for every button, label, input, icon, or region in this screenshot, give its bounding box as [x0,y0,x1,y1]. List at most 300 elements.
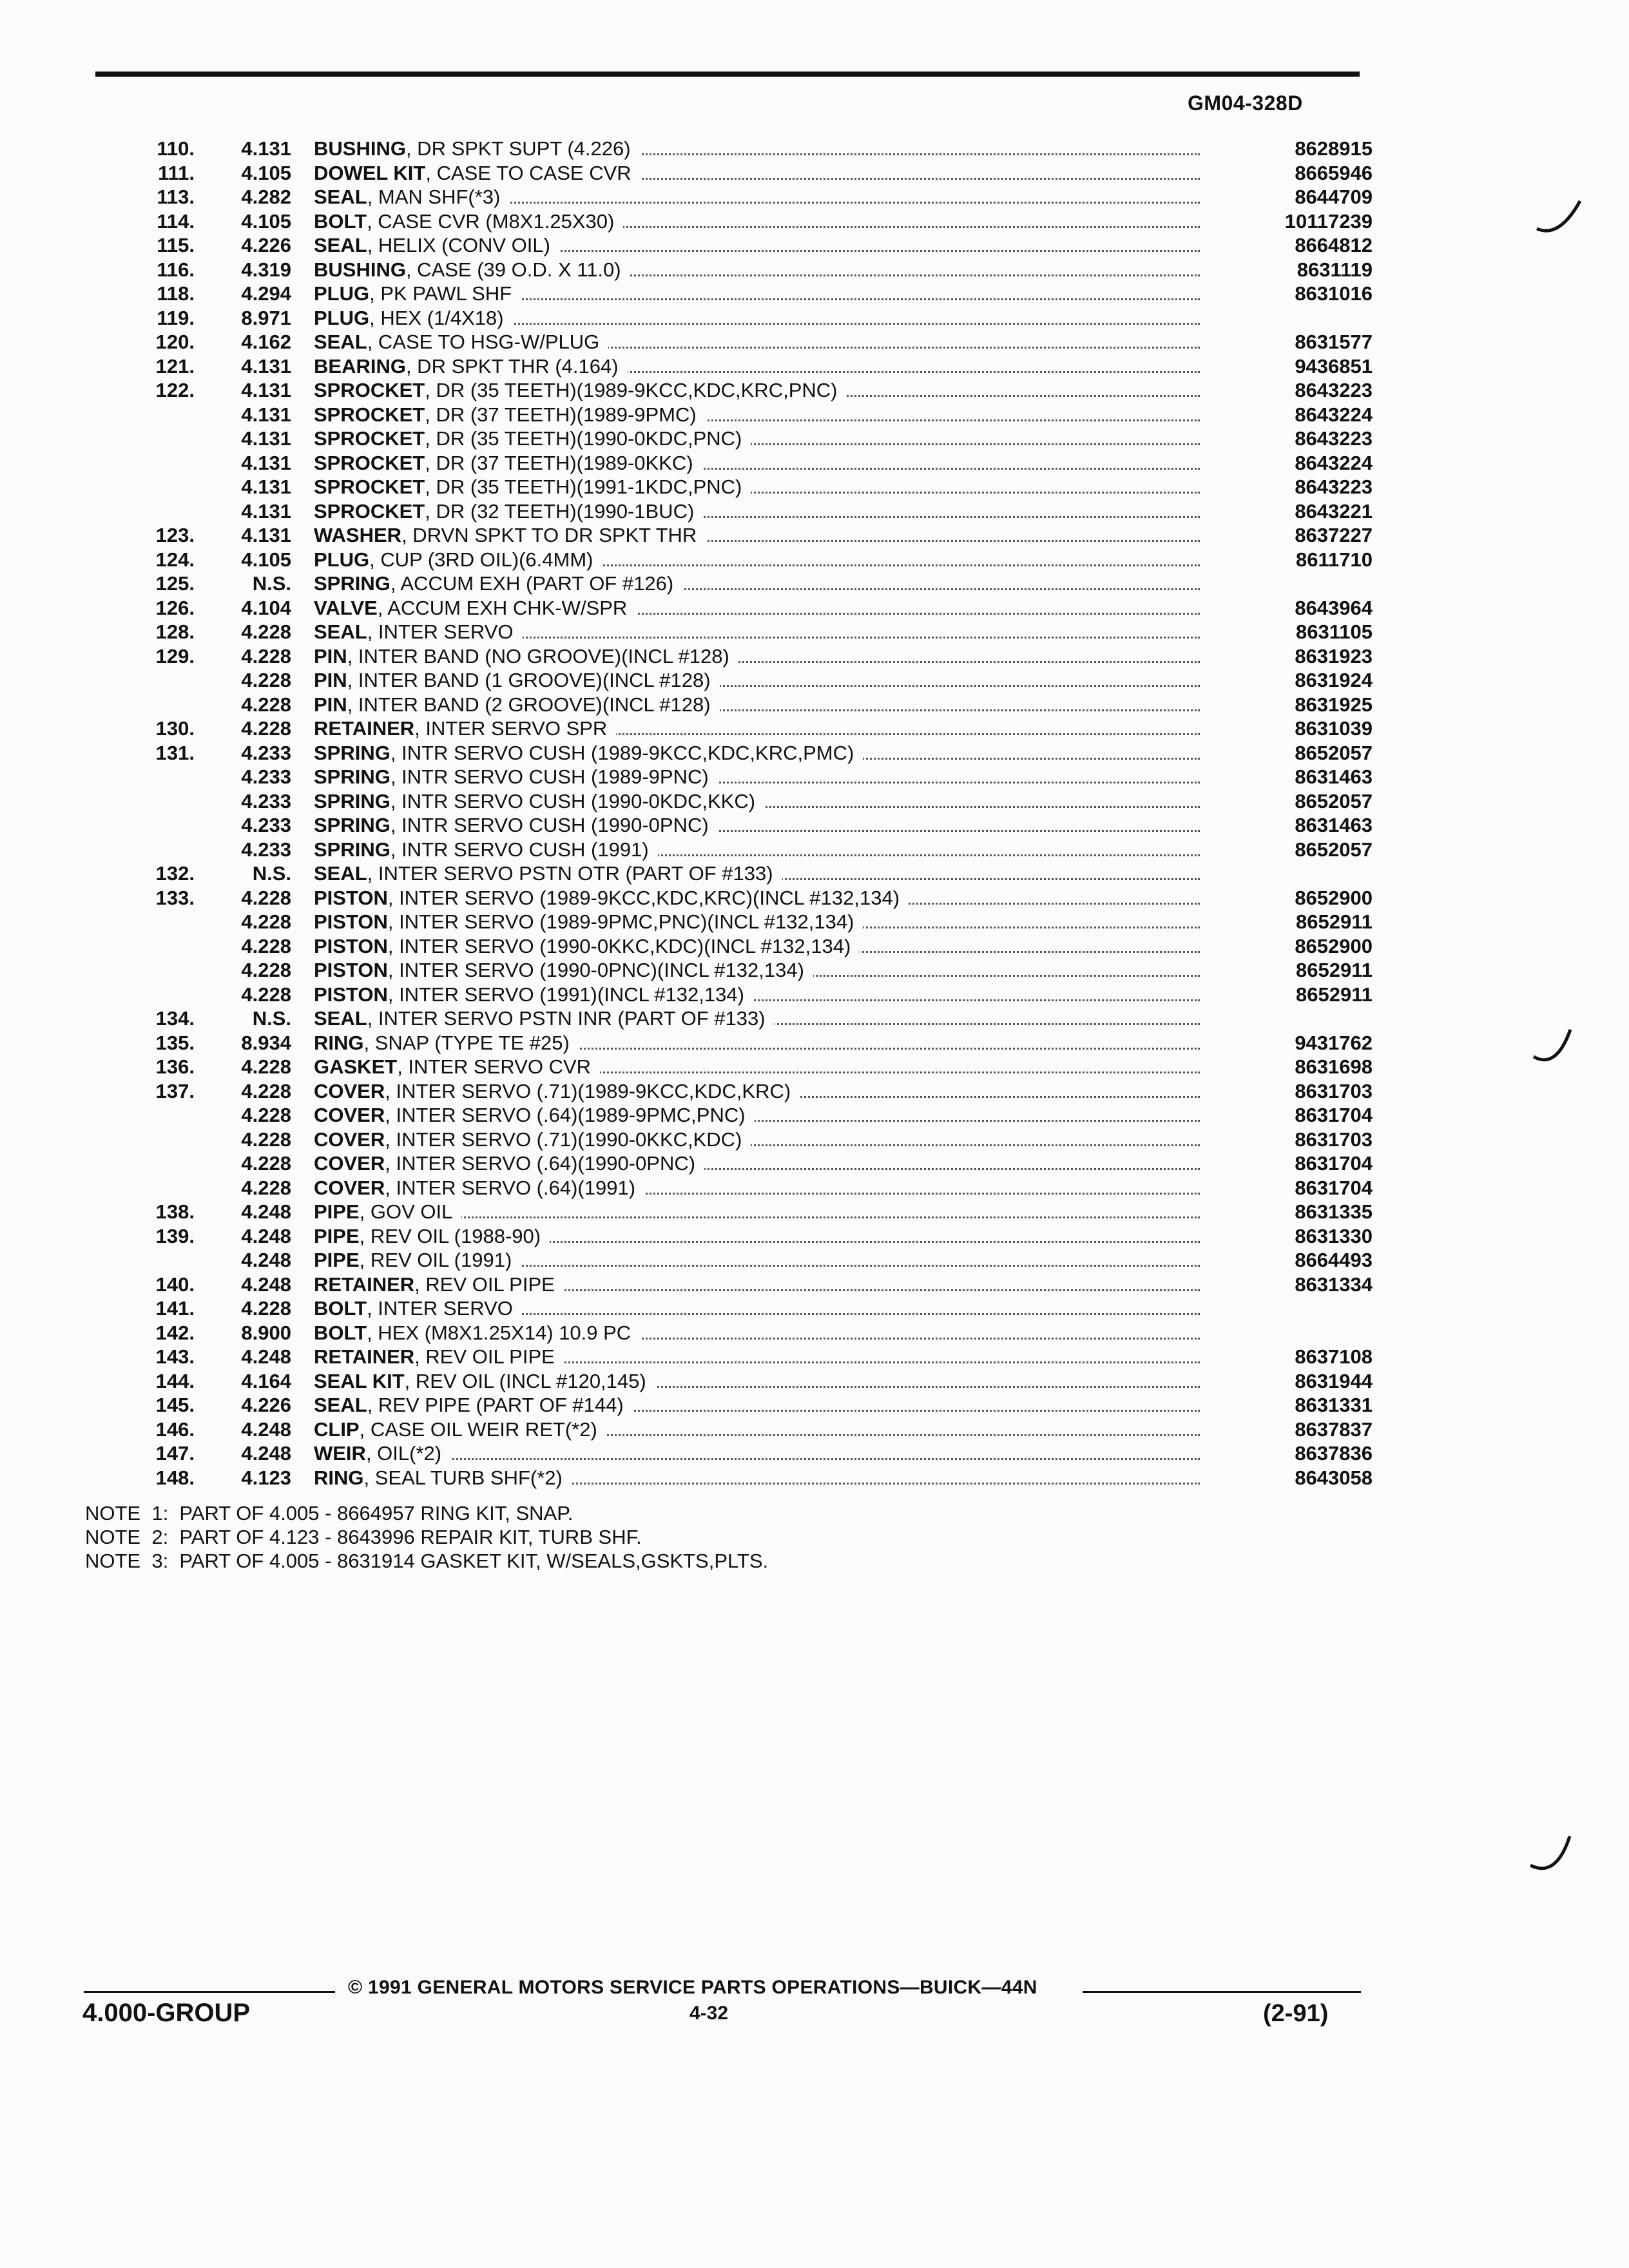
part-name: PIPE [314,1249,360,1271]
part-detail: , REV OIL (1988-90) [359,1224,541,1247]
part-detail: , DR (37 TEETH)(1989-0KKC) [425,451,693,474]
part-name: DOWEL KIT [314,161,426,184]
table-row [122,378,1373,403]
group-number: 4.233 [241,765,291,788]
part-detail: , CASE OIL WEIR RET(*2) [359,1418,597,1441]
part-description [314,813,1205,838]
table-row [122,403,1373,427]
part-number: 8631463 [1295,765,1373,788]
item-number: 129. [155,644,195,668]
part-description [314,330,1205,354]
part-description [314,161,1205,186]
group-number: 4.233 [241,741,291,764]
table-row [122,596,1373,620]
part-detail: , REV OIL (1991) [359,1249,512,1271]
part-name: SPROCKET [314,476,425,498]
part-description [314,427,1205,451]
part-description [314,1200,1205,1224]
part-number: 8631334 [1295,1273,1373,1296]
part-number: 8631039 [1295,717,1373,740]
part-number: 8652057 [1295,789,1373,812]
item-number: 116. [157,258,195,281]
part-detail: , INTER SERVO (1991)(INCL #132,134) [387,983,744,1006]
group-number: 4.104 [241,596,291,619]
group-number: 4.105 [241,548,291,571]
part-name: CLIP [314,1418,360,1441]
group-number: 4.233 [241,814,291,836]
part-name: PIPE [314,1224,360,1247]
part-description [314,258,1205,282]
item-number: 148. [155,1466,195,1489]
part-description [314,1176,1205,1200]
group-number: 4.226 [241,1394,291,1416]
part-description [314,1321,1205,1345]
part-name: SPROCKET [314,451,425,474]
part-detail: , DR (35 TEETH)(1989-9KCC,KDC,KRC,PNC) [425,379,838,401]
part-number: 8652911 [1296,959,1373,981]
part-detail: , SNAP (TYPE TE #25) [363,1031,570,1054]
part-name: PLUG [314,282,370,305]
part-detail: , INTR SERVO CUSH (1990-0KDC,KKC) [390,789,756,812]
part-number: 8631925 [1295,693,1373,716]
table-row [122,451,1373,476]
part-name: PIN [314,693,347,716]
part-number: 8637837 [1295,1418,1373,1441]
table-row [122,185,1373,209]
part-description [314,1369,1205,1394]
part-detail: , INTER SERVO [367,1297,513,1320]
item-number: 140. [155,1273,195,1296]
part-description [314,499,1205,524]
part-detail: , INTER SERVO PSTN INR (PART OF #133) [367,1007,766,1030]
part-detail: , DR (35 TEETH)(1990-0KDC,PNC) [425,427,742,450]
part-name: PISTON [314,983,388,1006]
part-number: 8637836 [1295,1442,1373,1465]
page-number: 4-32 [689,2003,729,2024]
part-name: PIPE [314,1200,360,1223]
part-detail: , INTER BAND (1 GROOVE)(INCL #128) [347,669,711,691]
table-row [122,282,1373,306]
group-number: 8.900 [241,1321,291,1344]
item-number: 144. [155,1369,195,1392]
part-number: 8637108 [1295,1345,1373,1368]
part-name: RING [314,1031,364,1054]
group-number: N.S. [252,572,291,595]
part-description [314,1031,1205,1055]
part-number: 8643058 [1295,1466,1373,1489]
part-detail: , INTER SERVO SPR [414,717,608,740]
part-description [314,741,1205,765]
part-name: SPROCKET [314,379,425,401]
part-number: 8644709 [1295,186,1373,208]
table-row [122,258,1373,282]
table-row [122,1466,1373,1490]
group-number: 4.228 [241,717,291,740]
table-row [122,475,1373,499]
part-number: 8643224 [1295,451,1373,474]
group-number: 4.228 [241,886,291,909]
group-number: 4.228 [241,983,291,1006]
part-number: 8631331 [1295,1394,1373,1416]
part-description [314,403,1205,427]
part-name: PLUG [314,306,370,329]
table-row [122,668,1373,693]
part-description [314,137,1205,161]
item-number: 110. [157,137,195,160]
table-row [122,1079,1373,1104]
part-name: RING [314,1466,364,1489]
group-number: N.S. [252,1007,291,1030]
part-detail: , CASE (39 O.D. X 11.0) [405,258,621,281]
part-name: SEAL [314,862,367,885]
table-row [122,161,1373,186]
part-description [314,1224,1205,1249]
part-detail: , PK PAWL SHF [369,282,512,305]
part-name: BOLT [314,209,367,233]
part-detail: , CASE CVR (M8X1.25X30) [367,209,615,233]
group-number: 4.248 [241,1273,291,1296]
part-number: 8631704 [1295,1176,1373,1199]
table-row [122,716,1373,741]
item-number: 114. [157,209,195,233]
part-name: SEAL [314,620,367,643]
group-number: 4.228 [241,693,291,716]
part-number: 8631105 [1296,620,1373,643]
part-description [314,1466,1205,1490]
group-number: 4.131 [241,354,291,378]
part-detail: , REV OIL PIPE [414,1345,555,1368]
part-number: 8652900 [1295,934,1373,957]
part-detail: , ACCUM EXH (PART OF #126) [390,572,674,595]
part-name: SPRING [314,741,390,764]
part-description [314,668,1205,693]
group-number: 4.233 [241,789,291,812]
item-number: 139. [155,1224,195,1247]
item-number: 126. [155,596,195,619]
group-number: 4.228 [241,910,291,933]
part-detail: , INTR SERVO CUSH (1991) [390,838,649,861]
part-number: 8643221 [1295,499,1373,523]
part-name: SPROCKET [314,427,425,450]
group-number: 4.248 [241,1418,291,1441]
part-detail: , REV PIPE (PART OF #144) [367,1394,624,1416]
table-row [122,1321,1373,1345]
part-number: 8631703 [1295,1128,1373,1151]
group-number: 4.228 [241,934,291,957]
part-name: SPRING [314,765,390,788]
item-number: 141. [155,1297,195,1320]
group-number: 4.228 [241,644,291,668]
table-row [122,861,1373,886]
part-number: 8631703 [1295,1079,1373,1102]
table-row [122,1441,1373,1466]
part-name: PLUG [314,548,370,571]
table-row [122,306,1373,331]
footer-rule-left [84,1991,335,1993]
copyright-text: © 1991 GENERAL MOTORS SERVICE PARTS OPERATIONS—BUICK—44N [348,1977,1037,1998]
table-row [122,1418,1373,1442]
part-description [314,354,1205,379]
group-number: 4.228 [241,669,291,691]
table-row [122,838,1373,862]
part-number: 8664812 [1295,234,1373,256]
part-name: PISTON [314,886,388,909]
item-number: 136. [155,1055,195,1078]
item-number: 122. [155,379,195,401]
part-detail: , DRVN SPKT TO DR SPKT THR [401,524,697,546]
part-number: 8631119 [1296,258,1373,281]
part-description [314,886,1205,910]
part-name: COVER [314,1152,385,1175]
part-detail: , INTER SERVO [367,620,514,643]
part-description [314,693,1205,717]
part-number: 8652057 [1295,838,1373,861]
part-number: 8628915 [1295,137,1373,160]
part-description [314,185,1205,209]
group-number: 4.228 [241,620,291,643]
revision-date: (2-91) [1263,2000,1329,2027]
note-line: NOTE 1: PART OF 4.005 - 8664957 RING KIT, SNAP. [85,1502,574,1524]
item-number: 113. [157,186,195,208]
part-detail: , HEX (1/4X18) [369,306,504,329]
part-name: SPROCKET [314,499,425,523]
part-number: 8631335 [1295,1200,1373,1223]
part-name: WASHER [314,524,402,546]
part-number: 8611710 [1296,548,1373,571]
part-detail: , INTR SERVO CUSH (1989-9KCC,KDC,KRC,PMC) [390,741,854,764]
group-number: 4.228 [241,1128,291,1151]
part-number: 8631923 [1295,644,1373,668]
group-label: 4.000-GROUP [82,1999,251,2027]
note-line: NOTE 2: PART OF 4.123 - 8643996 REPAIR KIT, TURB SHF. [85,1526,642,1548]
table-row [122,910,1373,934]
part-detail: , INTER SERVO (.64)(1990-0PNC) [385,1152,696,1175]
group-number: 8.971 [241,306,291,329]
table-row [122,886,1373,910]
table-row [122,1345,1373,1369]
part-detail: , INTER BAND (2 GROOVE)(INCL #128) [347,693,711,716]
item-number: 131. [155,741,195,764]
part-detail: , CASE TO CASE CVR [425,161,631,184]
part-description [314,1248,1205,1273]
table-row [122,1055,1373,1079]
group-number: 4.131 [241,379,291,401]
group-number: 4.228 [241,959,291,981]
group-number: 4.162 [241,331,291,353]
group-number: 4.282 [241,186,291,208]
part-number: 8643224 [1295,403,1373,426]
part-description [314,282,1205,306]
part-name: SPRING [314,838,390,861]
group-number: 4.228 [241,1297,291,1320]
part-detail: , DR SPKT SUPT (4.226) [405,137,631,160]
part-detail: , DR SPKT THR (4.164) [405,354,619,378]
part-description [314,765,1205,789]
item-number: 128. [155,620,195,643]
part-description [314,1103,1205,1128]
group-number: 4.228 [241,1104,291,1126]
part-description [314,233,1205,258]
group-number: 4.294 [241,282,291,305]
part-description [314,451,1205,476]
table-row [122,1296,1373,1321]
part-name: RETAINER [314,1345,415,1368]
footer-rule-right [1083,1991,1361,1993]
part-detail: , GOV OIL [359,1200,453,1223]
margin-check-mark [1530,1024,1582,1076]
part-name: PIN [314,669,347,691]
part-number: 8631944 [1295,1369,1373,1392]
group-number: 4.131 [241,427,291,450]
part-description [314,596,1205,620]
part-detail: , INTER SERVO (.71)(1989-9KCC,KDC,KRC) [385,1079,791,1102]
part-name: SPRING [314,789,390,812]
table-row [122,983,1373,1007]
group-number: 4.105 [241,161,291,184]
table-row [122,1273,1373,1297]
item-number: 118. [157,282,195,305]
table-row [122,1031,1373,1055]
part-number: 8652911 [1296,910,1373,933]
part-description [314,644,1205,669]
group-number: 4.131 [241,499,291,523]
part-description [314,1006,1205,1031]
group-number: 4.131 [241,403,291,426]
table-row [122,644,1373,669]
part-detail: , DR (32 TEETH)(1990-1BUC) [425,499,695,523]
part-name: SEAL [314,186,367,208]
table-row [122,572,1373,596]
group-number: 4.131 [241,451,291,474]
table-row [122,765,1373,789]
part-description [314,209,1205,234]
part-detail: , INTER SERVO (.71)(1990-0KKC,KDC) [385,1128,742,1151]
item-number: 121. [155,354,195,378]
table-row [122,1224,1373,1249]
part-detail: , INTER SERVO (1990-0PNC)(INCL #132,134) [387,959,804,981]
part-description [314,861,1205,886]
table-row [122,1369,1373,1394]
group-number: 4.228 [241,1176,291,1199]
part-name: COVER [314,1104,385,1126]
part-name: SPROCKET [314,403,425,426]
table-row [122,1128,1373,1152]
item-number: 119. [157,306,195,329]
part-detail: , INTER SERVO (1989-9KCC,KDC,KRC)(INCL #132,134) [387,886,900,909]
part-description [314,983,1205,1007]
part-number: 8652900 [1295,886,1373,909]
item-number: 138. [155,1200,195,1223]
part-description [314,1151,1205,1176]
part-detail: , REV OIL PIPE [414,1273,555,1296]
item-number: 145. [155,1394,195,1416]
part-name: COVER [314,1079,385,1102]
part-name: SEAL [314,1394,367,1416]
table-row [122,523,1373,548]
part-number: 8631698 [1295,1055,1373,1078]
table-row [122,741,1373,765]
table-row [122,958,1373,983]
part-number: 8665946 [1295,161,1373,184]
part-number: 8643223 [1295,427,1373,450]
table-row [122,1200,1373,1224]
table-row [122,233,1373,258]
part-detail: , OIL(*2) [365,1442,442,1465]
part-number: 8631463 [1295,814,1373,836]
group-number: 4.131 [241,476,291,498]
group-number: 4.131 [241,524,291,546]
part-name: BEARING [314,354,406,378]
table-row [122,330,1373,354]
part-number: 8631577 [1295,331,1373,353]
part-detail: , INTER SERVO CVR [397,1055,592,1078]
table-row [122,1151,1373,1176]
group-number: 4.248 [241,1442,291,1465]
item-number: 115. [157,234,195,256]
item-number: 143. [155,1345,195,1368]
part-number: 8643223 [1295,379,1373,401]
table-row [122,693,1373,717]
table-row [122,1103,1373,1128]
group-number: 4.248 [241,1200,291,1223]
part-number: 9436851 [1295,354,1373,378]
part-description [314,838,1205,862]
part-name: SPRING [314,814,390,836]
part-description [314,548,1205,572]
document-id: GM04-328D [1188,91,1303,115]
group-number: 4.131 [241,137,291,160]
part-number: 8631016 [1295,282,1373,305]
group-number: 4.248 [241,1345,291,1368]
item-number: 135. [155,1031,195,1054]
part-description [314,1393,1205,1418]
part-number: 8637227 [1295,524,1373,546]
parts-list [122,137,1373,1490]
group-number: 4.248 [241,1224,291,1247]
item-number: 146. [155,1418,195,1441]
group-number: 8.934 [241,1031,291,1054]
part-number: 8643964 [1295,596,1373,619]
group-number: 4.228 [241,1079,291,1102]
item-number: 123. [155,524,195,546]
item-number: 132. [155,862,195,885]
part-number: 8652911 [1296,983,1373,1006]
table-row [122,354,1373,379]
part-name: SEAL KIT [314,1369,405,1392]
part-detail: , HEX (M8X1.25X14) 10.9 PC [367,1321,631,1344]
margin-check-mark [1527,1830,1579,1881]
part-description [314,1079,1205,1104]
item-number: 133. [155,886,195,909]
part-number: 10117239 [1284,209,1373,233]
part-detail: , INTR SERVO CUSH (1989-9PNC) [390,765,709,788]
part-description [314,378,1205,403]
group-number: 4.228 [241,1055,291,1078]
part-detail: , REV OIL (INCL #120,145) [404,1369,646,1392]
group-number: N.S. [252,862,291,885]
part-name: RETAINER [314,717,415,740]
table-row [122,813,1373,838]
part-name: PISTON [314,959,388,981]
part-detail: , INTER SERVO (1990-0KKC,KDC)(INCL #132,134) [387,934,851,957]
part-detail: , SEAL TURB SHF(*2) [363,1466,563,1489]
part-description [314,475,1205,499]
part-description [314,1055,1205,1079]
margin-check-mark [1534,193,1585,245]
part-detail: , DR (35 TEETH)(1991-1KDC,PNC) [425,476,742,498]
part-number: 8631704 [1295,1104,1373,1126]
part-description [314,1345,1205,1369]
